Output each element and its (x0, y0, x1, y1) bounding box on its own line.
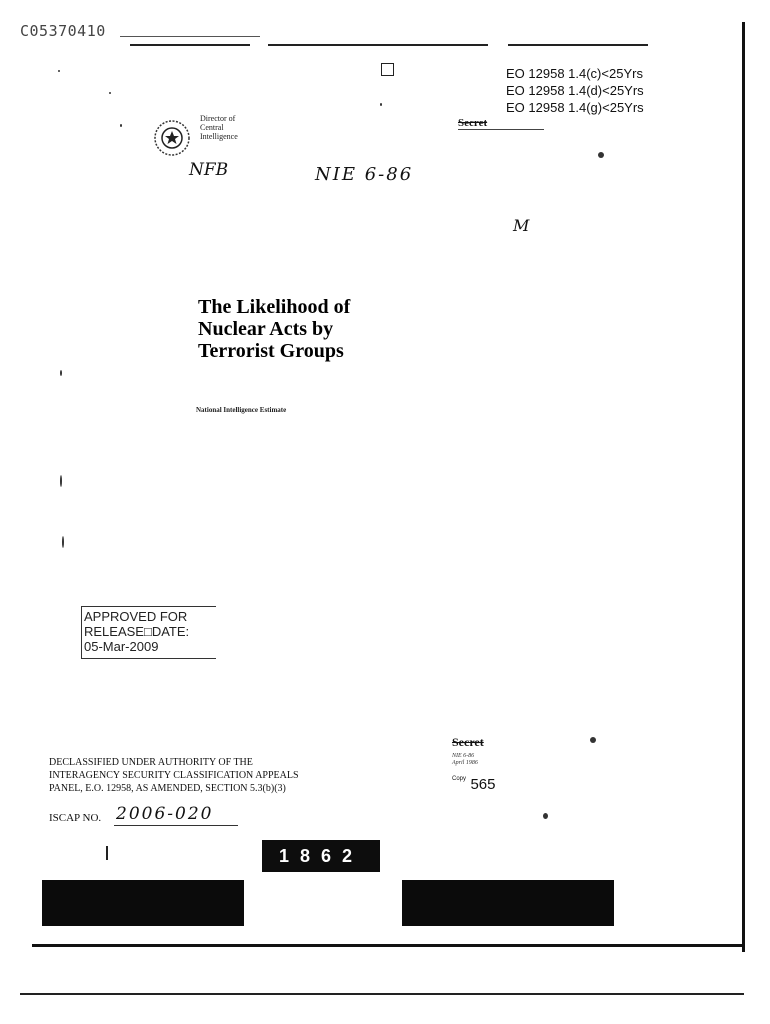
scan-speck (62, 536, 64, 548)
document-id: C05370410 (20, 22, 106, 40)
scan-speck (60, 475, 62, 487)
copy-number (452, 776, 496, 794)
iscap-underline (114, 825, 238, 826)
top-rule (268, 44, 488, 46)
declass-line: PANEL, E.O. 12958, AS AMENDED, SECTION 5.3(b)(3) (49, 783, 286, 794)
issuer-line: Director of (200, 114, 236, 123)
classification-note: EO 12958 1.4(c)<25Yrs (506, 66, 643, 81)
top-rule (130, 44, 250, 46)
page-frame-bottom (32, 944, 744, 947)
handwritten-note-center: NIE 6-86 (315, 164, 414, 185)
nie-reference (452, 753, 478, 767)
handwritten-note-left: NFB (189, 160, 229, 180)
classification-note: EO 12958 1.4(d)<25Yrs (506, 83, 644, 98)
top-rule (508, 44, 648, 46)
copy-value: 565 (470, 776, 496, 793)
declass-line: DECLASSIFIED UNDER AUTHORITY OF THE (49, 757, 253, 768)
scan-speck (120, 124, 122, 127)
issuer-line: Central (200, 123, 224, 132)
nie-reference-line: NIE 6-86 (452, 753, 475, 759)
scan-speck (60, 370, 62, 376)
declass-line: INTERAGENCY SECURITY CLASSIFICATION APPEALS (49, 770, 299, 781)
nie-reference-line: April 1986 (452, 760, 478, 766)
cia-seal-icon (152, 118, 192, 158)
classification-underline (458, 129, 544, 130)
empty-box-icon (381, 63, 394, 76)
margin-tick (106, 846, 108, 860)
document-id-rule (120, 36, 260, 37)
document-title (198, 296, 458, 362)
stamp-number: 1862 (262, 840, 380, 872)
title-line: Nuclear Acts by (198, 318, 334, 340)
declassification-notice (49, 756, 299, 795)
scan-speck (380, 103, 382, 106)
scan-speck (590, 737, 596, 743)
classification-top: Secret (458, 117, 488, 129)
document-subtitle: National Intelligence Estimate (196, 406, 287, 414)
copy-label: Copy (452, 776, 467, 782)
handwritten-mark: M (513, 216, 530, 235)
page-frame-right (742, 22, 745, 952)
classification-note: EO 12958 1.4(g)<25Yrs (506, 100, 644, 115)
classification-bottom: Secret (452, 735, 484, 749)
title-line: The Likelihood of (198, 296, 351, 318)
iscap-label: ISCAP NO. (49, 812, 102, 824)
title-line: Terrorist Groups (198, 340, 344, 362)
issuer-block (200, 114, 238, 141)
issuer-line: Intelligence (200, 132, 238, 141)
scan-speck (109, 92, 111, 94)
scan-speck (58, 70, 60, 72)
stamp-line: APPROVED FOR (84, 609, 188, 624)
stamp-line: 05-Mar-2009 (84, 639, 159, 654)
redaction-band-right (402, 880, 614, 926)
approved-for-release-stamp (81, 606, 216, 659)
scan-speck (598, 152, 604, 158)
scan-speck (543, 813, 548, 819)
iscap-number: 2006-020 (116, 804, 214, 824)
page-frame-bottom-outer (20, 993, 744, 995)
stamp-line: RELEASE□DATE: (84, 624, 190, 639)
redaction-band-left (42, 880, 244, 926)
